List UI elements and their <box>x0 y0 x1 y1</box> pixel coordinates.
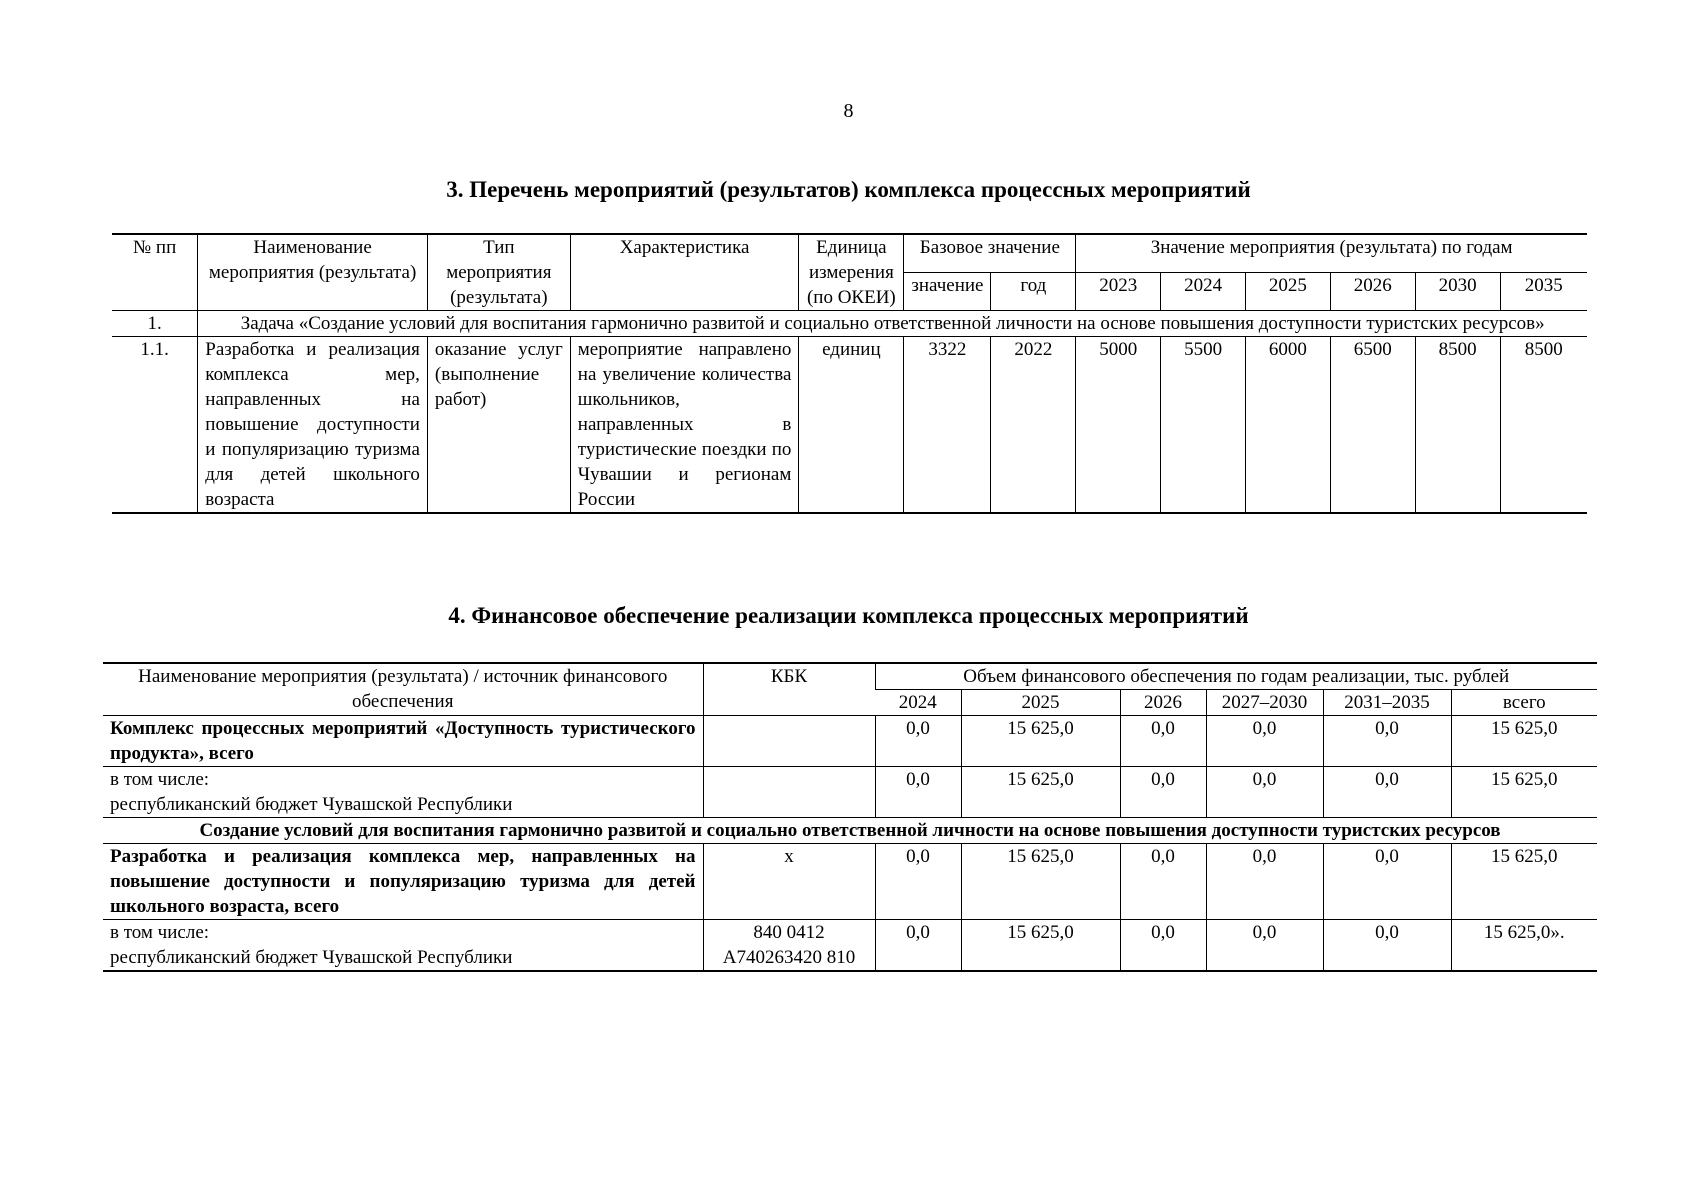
fin-value: 0,0 <box>1120 920 1206 972</box>
fin-value: 0,0 <box>1206 716 1323 767</box>
fin-header-total: всего <box>1451 690 1597 716</box>
activity-value: 8500 <box>1500 337 1587 514</box>
header-unit: Единица измерения (по ОКЕИ) <box>799 234 904 311</box>
fin-header-kbk: КБК <box>703 663 875 716</box>
fin-value: 15 625,0 <box>1451 716 1597 767</box>
task-text: Задача «Создание условий для воспитания гармонично развитой и социально ответственной личности на основе повышения доступности туристских ресурсов» <box>198 311 1587 337</box>
header-characteristic: Характеристика <box>570 234 799 311</box>
activity-value: 5500 <box>1161 337 1246 514</box>
header-name: Наименование мероприятия (результата) <box>198 234 428 311</box>
fin-value: 15 625,0 <box>1451 844 1597 920</box>
fin-header-year: 2026 <box>1120 690 1206 716</box>
fin-label: Разработка и реализация комплекса мер, направленных на повышение доступности и популяризацию туризма для детей школьного возраста, всего <box>103 844 703 920</box>
fin-value: 0,0 <box>1323 767 1451 818</box>
task-row <box>112 311 1587 337</box>
fin-row-complex-budget <box>103 767 1597 818</box>
fin-value: 15 625,0 <box>961 920 1120 972</box>
fin-label-source: республиканский бюджет Чувашской Республики <box>110 794 513 815</box>
fin-value: 0,0 <box>1120 767 1206 818</box>
fin-header-volume: Объем финансового обеспечения по годам реализации, тыс. рублей <box>875 663 1597 690</box>
activity-row <box>112 337 1587 514</box>
activity-base-year: 2022 <box>991 337 1076 514</box>
task-num: 1. <box>112 311 198 337</box>
section-4-title: 4. Финансовое обеспечение реализации комплекса процессных мероприятий <box>448 603 1249 628</box>
fin-value: 0,0 <box>1323 920 1451 972</box>
header-year: 2025 <box>1246 273 1331 311</box>
fin-kbk <box>703 767 875 818</box>
fin-header-year: 2027–2030 <box>1206 690 1323 716</box>
header-num: № пп <box>112 234 198 311</box>
fin-header-name: Наименование мероприятия (результата) / источник финансового обеспечения <box>103 663 703 716</box>
fin-header-year: 2025 <box>961 690 1120 716</box>
fin-header-year: 2024 <box>875 690 961 716</box>
fin-value: 0,0 <box>875 716 961 767</box>
header-base: Базовое значение <box>904 234 1076 273</box>
activities-table <box>112 233 1587 514</box>
fin-value: 15 625,0 <box>961 767 1120 818</box>
fin-label-source: республиканский бюджет Чувашской Республики <box>110 947 513 968</box>
header-year: 2024 <box>1161 273 1246 311</box>
fin-value: 15 625,0». <box>1451 920 1597 972</box>
fin-kbk: 840 0412 А740263420 810 <box>703 920 875 972</box>
header-type: Тип мероприятия (результата) <box>427 234 570 311</box>
fin-task-text: Создание условий для воспитания гармонично развитой и социально ответственной личности на основе повышения доступности туристских ресурсов <box>103 818 1597 844</box>
activity-base-value: 3322 <box>904 337 991 514</box>
activity-num: 1.1. <box>112 337 198 514</box>
page-number: 8 <box>843 100 854 122</box>
fin-label-prefix: в том числе: <box>110 922 210 943</box>
fin-label <box>103 767 703 818</box>
section-3-title: 3. Перечень мероприятий (результатов) комплекса процессных мероприятий <box>446 177 1251 202</box>
fin-value: 0,0 <box>1120 716 1206 767</box>
activity-characteristic: мероприятие направлено на увеличение количества школьников, направленных в туристические поездки по Чувашии и регионам России <box>570 337 799 514</box>
fin-kbk: х <box>703 844 875 920</box>
fin-header-row-1 <box>103 663 1597 690</box>
fin-kbk <box>703 716 875 767</box>
fin-label <box>103 920 703 972</box>
fin-row-complex-total <box>103 716 1597 767</box>
fin-row-task <box>103 818 1597 844</box>
activity-name: Разработка и реализация комплекса мер, направленных на повышение доступности и популяризацию туризма для детей школьного возраста <box>198 337 428 514</box>
header-year: 2026 <box>1330 273 1415 311</box>
financing-table <box>103 662 1597 972</box>
header-year: 2035 <box>1500 273 1587 311</box>
fin-value: 0,0 <box>1206 844 1323 920</box>
fin-value: 0,0 <box>875 920 961 972</box>
fin-value: 15 625,0 <box>961 844 1120 920</box>
fin-row-activity-total <box>103 844 1597 920</box>
activity-value: 5000 <box>1076 337 1161 514</box>
fin-header-year: 2031–2035 <box>1323 690 1451 716</box>
activity-value: 8500 <box>1415 337 1500 514</box>
header-year: 2030 <box>1415 273 1500 311</box>
activity-value: 6500 <box>1330 337 1415 514</box>
fin-value: 0,0 <box>1206 767 1323 818</box>
activity-type: оказание услуг (выполнение работ) <box>427 337 570 514</box>
header-by-years: Значение мероприятия (результата) по годам <box>1076 234 1587 273</box>
activity-unit: единиц <box>799 337 904 514</box>
fin-value: 15 625,0 <box>1451 767 1597 818</box>
fin-label: Комплекс процессных мероприятий «Доступность туристического продукта», всего <box>103 716 703 767</box>
fin-value: 15 625,0 <box>961 716 1120 767</box>
fin-value: 0,0 <box>1323 844 1451 920</box>
fin-row-activity-budget <box>103 920 1597 972</box>
fin-value: 0,0 <box>1206 920 1323 972</box>
fin-value: 0,0 <box>1323 716 1451 767</box>
fin-value: 0,0 <box>875 767 961 818</box>
fin-label-prefix: в том числе: <box>110 769 210 790</box>
header-year: 2023 <box>1076 273 1161 311</box>
header-row-1 <box>112 234 1587 273</box>
header-base-value: значение <box>904 273 991 311</box>
activity-value: 6000 <box>1246 337 1331 514</box>
fin-value: 0,0 <box>1120 844 1206 920</box>
header-base-year: год <box>991 273 1076 311</box>
fin-value: 0,0 <box>875 844 961 920</box>
